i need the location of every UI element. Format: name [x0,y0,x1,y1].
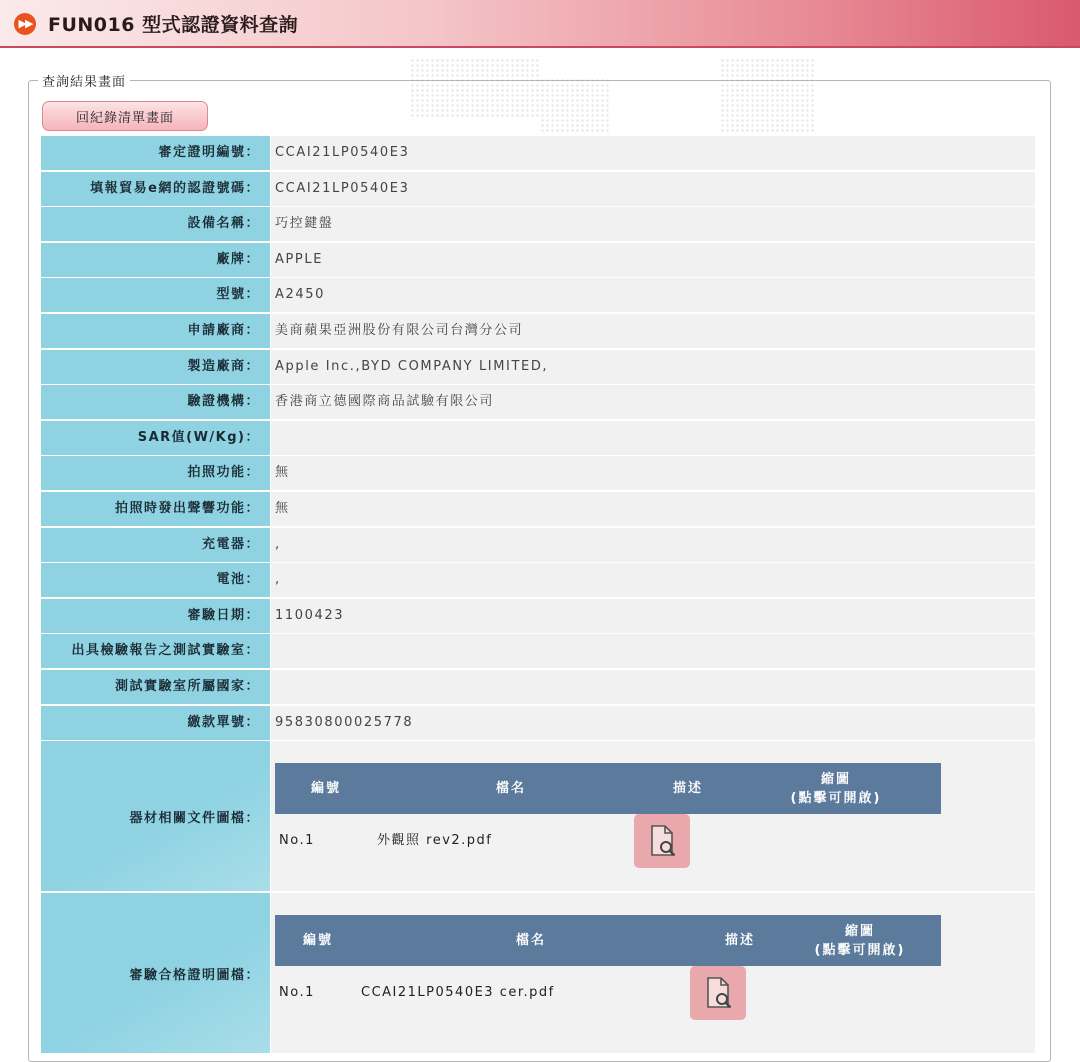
field-label: 型號： [41,278,270,312]
field-row [41,172,1035,206]
field-row [41,350,1035,384]
field-value: 無 [271,456,1035,490]
field-label: 測試實驗室所屬國家： [41,670,270,704]
row-no: No.1 [279,833,315,849]
field-value: 巧控鍵盤 [271,207,1035,241]
field-row [41,136,1035,170]
field-label: 填報貿易e網的認證號碼： [41,172,270,206]
field-value [271,421,1035,455]
table-row [275,966,941,1020]
field-label: 拍照功能： [41,456,270,490]
field-value: CCAI21LP0540E3 [271,172,1035,206]
col-header-no: 編號 [275,915,361,966]
field-label: 電池： [41,563,270,597]
field-row [41,670,1035,704]
field-value: 無 [271,492,1035,526]
field-value: , [271,563,1035,597]
field-value: 95830800025778 [271,706,1035,740]
page-header [0,0,1080,48]
equipment-files-table [275,763,941,868]
field-row [41,385,1035,419]
thumbnail-header-label: 縮圖 [844,923,875,939]
field-value: , [271,528,1035,562]
field-label: 器材相關文件圖檔： [41,741,270,891]
table-header-row [275,763,941,814]
col-header-description: 描述 [645,763,731,814]
row-no: No.1 [279,985,315,1001]
certificate-files-row [41,893,1035,1053]
field-label: 製造廠商： [41,350,270,384]
fast-forward-icon: ▶▶ [14,13,36,35]
field-row [41,634,1035,668]
field-value: A2450 [271,278,1035,312]
row-filename: 外觀照 rev2.pdf [377,833,493,849]
field-value [271,634,1035,668]
field-value: 美商蘋果亞洲股份有限公司台灣分公司 [271,314,1035,348]
col-header-filename: 檔名 [361,915,701,966]
field-value: 香港商立德國際商品試驗有限公司 [271,385,1035,419]
certificate-files-table [275,915,941,1020]
field-label: 審定證明編號： [41,136,270,170]
field-row [41,706,1035,740]
field-row [41,599,1035,633]
field-value: Apple Inc.,BYD COMPANY LIMITED, [271,350,1035,384]
field-label: 審驗合格證明圖檔： [41,893,270,1053]
field-label: 出具檢驗報告之測試實驗室： [41,634,270,668]
thumbnail-header-hint: (點擊可開啟) [790,790,882,806]
col-header-thumbnail [731,763,941,814]
field-row [41,278,1035,312]
certificate-files-cell [271,893,1035,1053]
col-header-no: 編號 [275,763,377,814]
table-header-row [275,915,941,966]
field-row [41,314,1035,348]
field-label: 繳款單號： [41,706,270,740]
field-label: 充電器： [41,528,270,562]
field-label: 設備名稱： [41,207,270,241]
col-header-thumbnail [779,915,941,966]
pdf-search-icon[interactable] [634,814,690,868]
field-row [41,421,1035,455]
result-table [41,136,1035,1055]
field-row [41,243,1035,277]
table-row [275,814,941,868]
field-row [41,563,1035,597]
field-label: 申請廠商： [41,314,270,348]
equipment-files-row [41,741,1035,891]
row-filename: CCAI21LP0540E3 cer.pdf [361,985,555,1001]
page-title: FUN016 型式認證資料查詢 [48,14,299,36]
field-row [41,207,1035,241]
equipment-files-cell [271,741,1035,891]
field-row [41,528,1035,562]
field-value: CCAI21LP0540E3 [271,136,1035,170]
field-value [271,670,1035,704]
field-value: 1100423 [271,599,1035,633]
col-header-filename: 檔名 [377,763,645,814]
thumbnail-header-label: 縮圖 [820,771,851,787]
col-header-description: 描述 [701,915,779,966]
field-row [41,456,1035,490]
pdf-search-icon[interactable] [690,966,746,1020]
back-to-list-button[interactable]: 回紀錄清單畫面 [42,101,208,131]
field-row [41,492,1035,526]
field-label: 驗證機構： [41,385,270,419]
field-label: 廠牌： [41,243,270,277]
field-label: 拍照時發出聲響功能： [41,492,270,526]
thumbnail-header-hint: (點擊可開啟) [814,942,906,958]
field-label: 審驗日期： [41,599,270,633]
fieldset-legend: 查詢結果畫面 [38,71,130,90]
field-label: SAR值(W/Kg)： [41,421,270,455]
field-value: APPLE [271,243,1035,277]
